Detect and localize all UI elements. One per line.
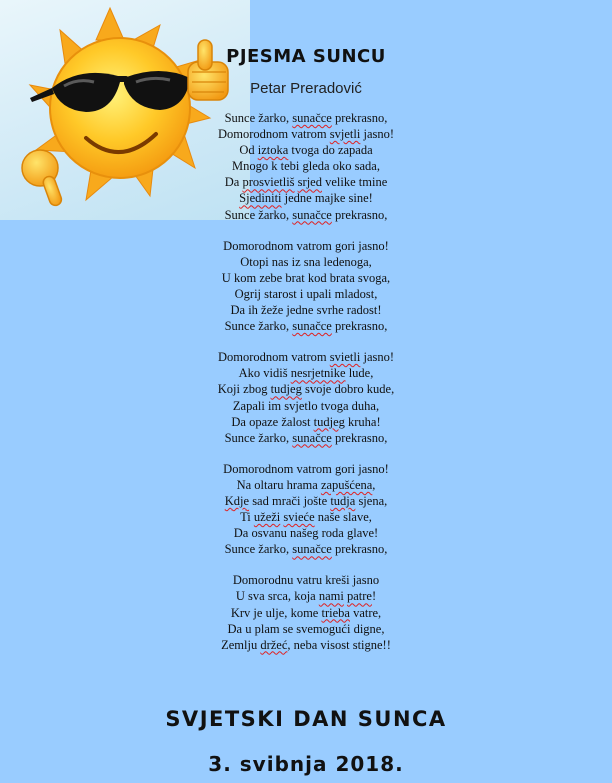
poem-line: Ti užeži svieće naše slave, xyxy=(240,510,372,525)
poem-line: Domorodnu vatru kreši jasno xyxy=(232,573,380,588)
poem-line: Otopi nas iz sna ledenoga, xyxy=(240,254,372,269)
poem-line: Od iztoka tvoga do zapada xyxy=(239,143,373,158)
poem-line: Kdje sad mrači jošte tudja sjena, xyxy=(224,493,388,508)
event-title: SVJETSKI DAN SUNCA xyxy=(165,707,447,731)
poem-line: Zemlju držeć, neba visost stigne!! xyxy=(221,637,391,652)
poem-body xyxy=(0,110,612,668)
poem-author: Petar Preradović xyxy=(250,80,362,97)
poem-line: Da u plam se svemogući digne, xyxy=(227,621,385,636)
stanza xyxy=(0,238,612,335)
poem-line: Da opaze žalost tudjeg kruha! xyxy=(231,414,381,429)
poem-line: Domorodnom vatrom gori jasno! xyxy=(223,461,389,476)
stanza xyxy=(0,349,612,446)
poem-line: Sunce žarko, sunačce prekrasno, xyxy=(224,542,388,557)
poem-line: Sunce žarko, sunačce prekrasno, xyxy=(224,111,388,125)
poem-line: U sva srca, koja nami patre! xyxy=(235,589,377,604)
poem-line: Na oltaru hrama zapušćena, xyxy=(236,477,376,492)
poem-line: Domorodnom vatrom svjetli jasno! xyxy=(217,127,395,142)
poem-line: Domorodnom vatrom gori jasno! xyxy=(223,238,389,253)
poem-line: Sjediniti jedne majke sine! xyxy=(239,191,373,206)
poem-line: Ako vidiš nesrjetnike lude, xyxy=(238,366,374,381)
poem-line: Sunce žarko, sunačce prekrasno, xyxy=(224,430,388,445)
poem-line: Da ih žeže jedne svrhe radost! xyxy=(230,303,382,318)
stanza xyxy=(0,110,612,223)
poem-line: Domorodnom vatrom svietli jasno! xyxy=(217,350,395,365)
poem-line: Sunce žarko, sunačce prekrasno, xyxy=(224,319,388,334)
poem-line: Koji zbog tudjeg svoje dobro kude, xyxy=(217,382,395,397)
poem-line: Da osvanu našeg roda glave! xyxy=(233,526,379,541)
event-date: 3. svibnja 2018. xyxy=(208,752,404,776)
poem-line: U kom zebe brat kod brata svoga, xyxy=(221,270,391,285)
poem-title: PJESMA SUNCU xyxy=(226,46,386,67)
poem-line: Da prosvietliš srjed velike tmine xyxy=(224,175,388,190)
poem-line: Zapali im svjetlo tvoga duha, xyxy=(232,398,380,413)
stanza xyxy=(0,461,612,558)
poem-line: Ogrij starost i upali mladost, xyxy=(234,286,378,301)
poem-line: Krv je ulje, kome trieba vatre, xyxy=(230,605,382,620)
poem-line: Mnogo k tebi gleda oko sada, xyxy=(232,159,380,174)
poem-line: Sunce žarko, sunačce prekrasno, xyxy=(224,207,388,222)
stanza xyxy=(0,572,612,652)
